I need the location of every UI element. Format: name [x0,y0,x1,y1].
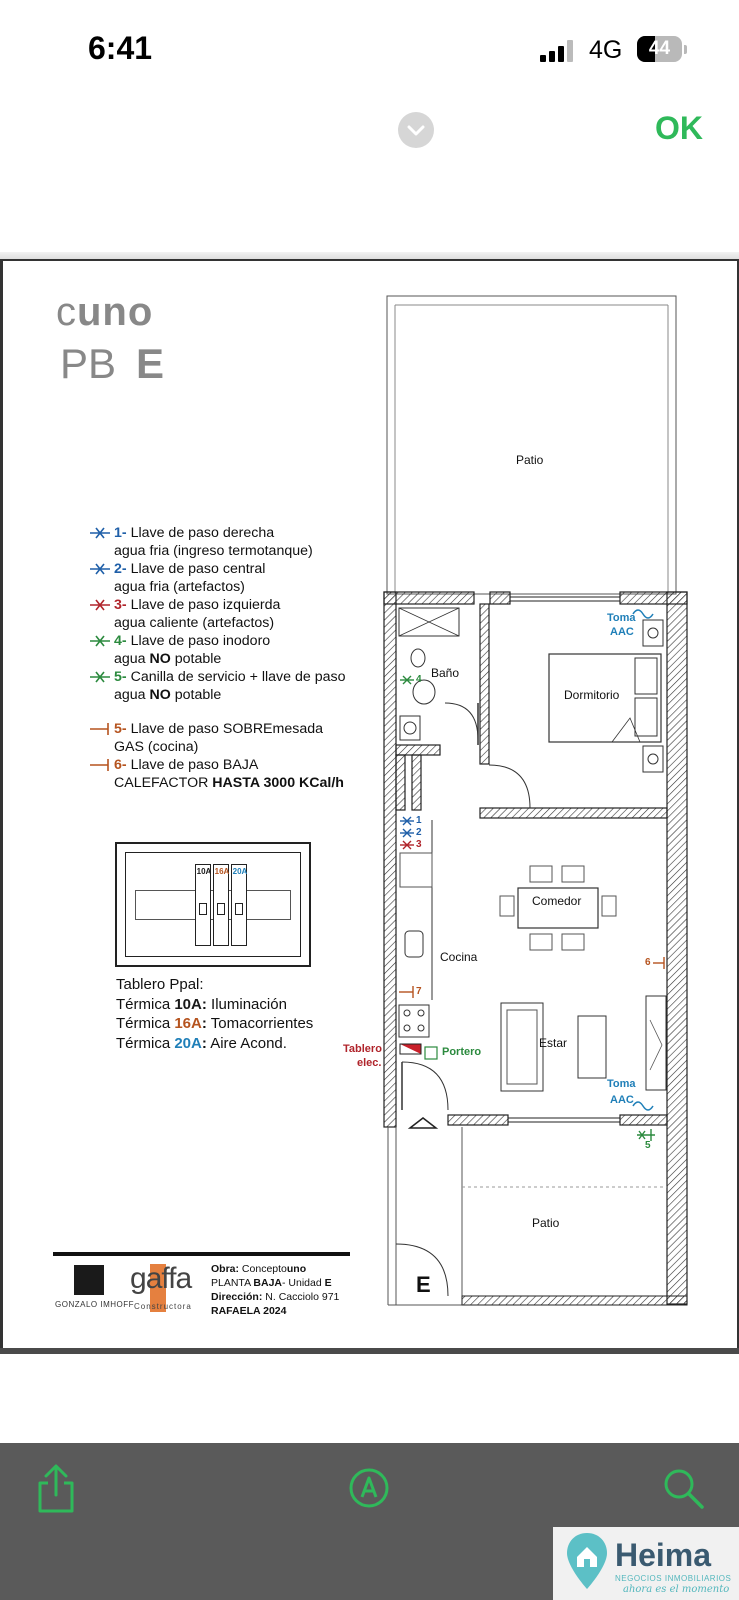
valve-number: 4 [416,674,422,685]
planta-text-bold: E [324,1277,332,1289]
valve-number: 6 [645,957,651,968]
project-info [211,1262,339,1318]
panel-title: Tablero Ppal: [116,976,204,993]
legend-text: Llave de paso BAJA [126,757,259,773]
legend-text: agua fria (ingreso termotanque) [114,543,313,559]
share-button[interactable] [34,1463,78,1520]
room-patio-top: Patio [516,453,544,467]
legend-text-bold: NO [149,687,171,703]
heima-name: Heima [615,1537,712,1573]
legend-text: Llave de paso SOBREmesada [126,721,323,737]
entrance-arrow-icon [410,1118,436,1128]
city-year: RAFAELA 2024 [211,1305,287,1317]
legend-text: Canilla de servicio + llave de paso [126,669,346,685]
wall-bottom [448,1115,508,1125]
aac-label: AAC [610,626,634,638]
legend-num: 3- [114,597,127,613]
room-dormitorio: Dormitorio [564,688,620,702]
room-estar: Estar [539,1036,568,1050]
panel-row-desc: Aire Acond. [206,1034,287,1052]
legend-text: potable [170,651,222,667]
brand-prefix: c [56,290,77,334]
obra-value-bold: uno [286,1263,307,1275]
panel-row-prefix: Térmica [116,1015,175,1032]
legend-text: agua fria (artefactos) [114,579,245,595]
brand-name: uno [77,290,154,334]
toma-label: Toma [607,1078,636,1090]
heima-tagline: NEGOCIOS INMOBILIARIOS [615,1574,732,1583]
coffee-table [578,1016,606,1078]
markup-button[interactable] [348,1467,390,1514]
panel-row-prefix: Térmica [116,995,175,1013]
legend-text: Llave de paso inodoro [126,633,271,649]
builder-logo-part: ffa [161,1262,192,1295]
panel-row-desc: Tomacorrientes [206,1015,314,1032]
planta-text-bold: BAJA [253,1277,282,1289]
wall-interior [480,604,489,764]
room-cocina: Cocina [440,950,478,964]
wall-interior [396,755,405,810]
intercom-icon [425,1047,437,1059]
patio-top-outline [387,296,676,594]
panel-row-amp: 16A [174,1015,202,1032]
wall-top [490,592,510,604]
obra-label: Obra: [211,1263,240,1275]
sink [400,716,420,740]
breaker-label: 20A [232,867,248,876]
legend-num: 2- [114,561,127,577]
entrance-letter: E [416,1272,431,1297]
toma-label: Toma [607,612,636,624]
legend-text: agua [114,687,150,703]
ac-unit [643,620,663,646]
wall-interior [480,808,667,818]
wall-right [667,592,687,1304]
unit-letter: E [136,340,165,387]
planta-text: PLANTA [211,1277,254,1289]
legend-text: CALEFACTOR [114,775,213,791]
network-type: 4G [589,36,623,64]
legend-num: 1- [114,525,127,541]
electrical-panel-marker [400,1044,421,1054]
legend-text: potable [170,687,222,703]
bidet [411,649,425,667]
search-icon [662,1467,706,1511]
wall-bottom [462,1296,687,1305]
builder-logo-part: g [130,1262,146,1295]
share-icon [34,1463,78,1515]
dorm-door [489,765,530,808]
wall-bottom [620,1115,667,1125]
battery-level: 44 [648,38,671,59]
builder-logo [130,1262,191,1296]
room-patio-bottom: Patio [532,1216,560,1230]
panel-row-amp: 20A [174,1034,202,1052]
markup-icon [348,1467,390,1509]
stove [399,1005,429,1037]
legend-text-bold: NO [149,651,171,667]
legend-text: GAS (cocina) [114,739,199,755]
wall-interior [412,755,421,810]
tv-stand [646,996,666,1090]
wall-top [620,592,687,604]
breaker-label: 16A [214,867,230,876]
ac-unit [643,746,663,772]
aac-label: AAC [610,1094,634,1106]
wall-left [384,592,396,1127]
panel-row-colon: : [201,1015,207,1032]
room-comedor: Comedor [532,894,582,908]
valve-number: 7 [416,986,422,997]
portero-label: Portero [442,1046,482,1058]
valve-number: 3 [416,839,422,850]
ok-button[interactable]: OK [655,110,703,146]
breaker-label: 10A [196,867,212,876]
bath-door [445,703,478,740]
planta-text: - Unidad [282,1277,325,1289]
direccion-value: N. Cacciolo 971 [262,1291,340,1303]
wall-interior [396,745,440,755]
builder-subtitle: Constructora [134,1302,192,1311]
panel-row-colon: : [201,995,207,1013]
entry-door [402,1062,448,1110]
obra-value: Concepto [239,1263,287,1275]
valve-number: 5 [645,1140,651,1151]
elec-label: elec. [357,1057,382,1069]
valve-number: 1 [416,815,422,826]
kitchen-appliance [400,853,432,887]
architect-name: GONZALO IMHOFF [55,1300,134,1309]
legend-text-bold: HASTA 3000 KCal/h [212,775,344,791]
heima-slogan: ahora es el momento [623,1584,730,1595]
legend-text: Llave de paso central [126,561,266,577]
builder-logo-part: a [145,1262,162,1295]
legend-num: 6- [114,757,127,773]
valve-number: 2 [416,827,422,838]
legend-num: 4- [114,633,127,649]
architect-logo [74,1265,104,1295]
aac-outlet-icon [633,1102,653,1110]
legend-num: 5- [114,721,127,737]
map-pin-icon [565,1531,609,1591]
direccion-label: Dirección: [211,1291,263,1303]
panel-row-amp: 10A [174,995,202,1013]
kitchen-sink [405,931,423,957]
panel-row-colon: : [201,1034,207,1052]
panel-row-prefix: Térmica [116,1034,175,1052]
room-bano: Baño [431,666,460,680]
legend-text: Llave de paso izquierda [126,597,281,613]
heima-watermark [553,1527,739,1600]
search-button[interactable] [662,1467,706,1516]
unit-level: PB [60,340,117,387]
legend-text: agua caliente (artefactos) [114,615,275,631]
status-time: 6:41 [88,30,153,66]
legend-text: agua [114,651,150,667]
tablero-label: Tablero [343,1043,382,1055]
legend-text: Llave de paso derecha [126,525,275,541]
panel-row-desc: Iluminación [206,995,287,1013]
legend-num: 5- [114,669,127,685]
footer-rule [53,1252,350,1256]
aac-outlet-icon [633,610,653,618]
wall-top [384,592,474,604]
